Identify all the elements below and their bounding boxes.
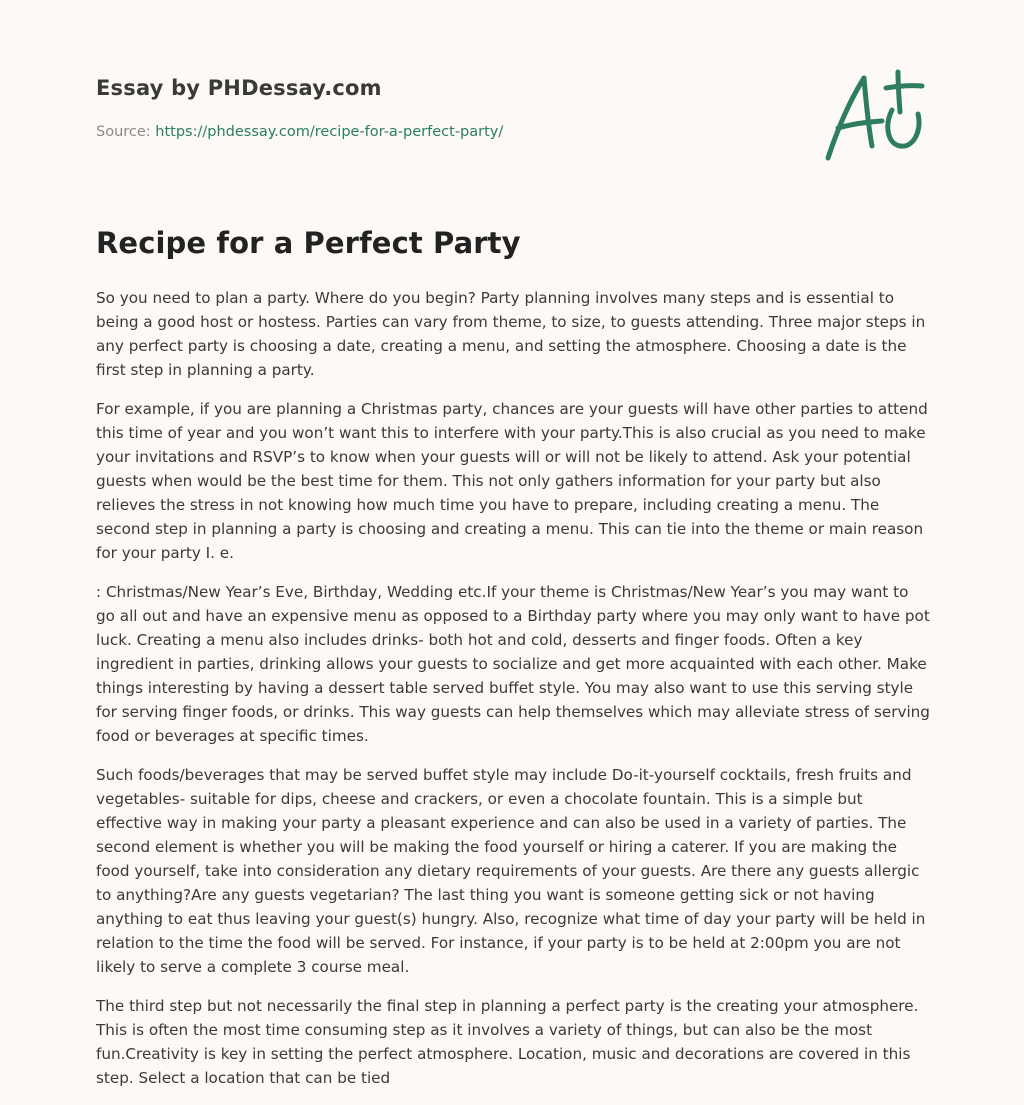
essay-paragraph: For example, if you are planning a Christmas party, chances are your guests will have other parties to attend this time of year and you won’t want this to interfere with your party.This is also crucial as you need to make your invitations and RSVP’s to know when your guests will or will not be likely to attend. Ask your potential guests when would be the best time for them. This not only gathers information for your party but also relieves the stress in not knowing how much time you have to prepare, including creating a menu. The second step in planning a party is choosing and creating a menu. This can tie into the theme or main reason for your party I. e. — [96, 400, 928, 562]
essay-title: Recipe for a Perfect Party — [96, 226, 521, 260]
source-line — [96, 124, 503, 140]
essay-paragraph: The third step but not necessarily the final step in planning a perfect party is the creating your atmosphere. This is often the most time consuming step as it involves a variety of things, but can also be the most fun.Creativity is key in setting the perfect atmosphere. Location, music and decorations are covered in this step. Select a location that can be tied — [96, 997, 919, 1087]
site-title: Essay by PHDessay.com — [96, 76, 382, 100]
essay-body — [96, 286, 932, 1105]
essay-paragraph: Such foods/beverages that may be served buffet style may include Do-it-yourself cocktails, fresh fruits and vegetables- suitable for dips, cheese and crackers, or even a chocolate fountain. This is a simple but effective way in making your party a pleasant experience and can also be used in a variety of parties. The second element is whether you will be making the food yourself or hiring a caterer. If you are making the food yourself, take into consideration any dietary requirements of your guests. Are there any guests allergic to anything?Are any guests vegetarian? The last thing you want is someone getting sick or not having anything to eat thus leaving your guest(s) hungry. Also, recognize what time of day your party will be held in relation to the time the food will be served. For instance, if your party is to be held at 2:00pm you are not likely to serve a complete 3 course meal. — [96, 766, 926, 976]
essay-paragraph: So you need to plan a party. Where do you begin? Party planning involves many steps and is essential to being a good host or hostess. Parties can vary from theme, to size, to guests attending. Three major steps in any perfect party is choosing a date, creating a menu, and setting the atmosphere. Choosing a date is the first step in planning a party. — [96, 289, 926, 379]
source-link[interactable]: https://phdessay.com/recipe-for-a-perfect-party/ — [155, 124, 504, 140]
a-plus-grade-icon — [822, 66, 928, 166]
source-label: Source: — [96, 124, 151, 140]
essay-paragraph: : Christmas/New Year’s Eve, Birthday, Wedding etc.If your theme is Christmas/New Year’s you may want to go all out and have an expensive menu as opposed to a Birthday party where you may only want to have pot luck. Creating a menu also includes drinks- both hot and cold, desserts and finger foods. Often a key ingredient in parties, drinking allows your guests to socialize and get more acquainted with each other. Make things interesting by having a dessert table served buffet style. You may also want to use this serving style for serving finger foods, or drinks. This way guests can help themselves which may alleviate stress of serving food or beverages at specific times. — [96, 583, 930, 745]
